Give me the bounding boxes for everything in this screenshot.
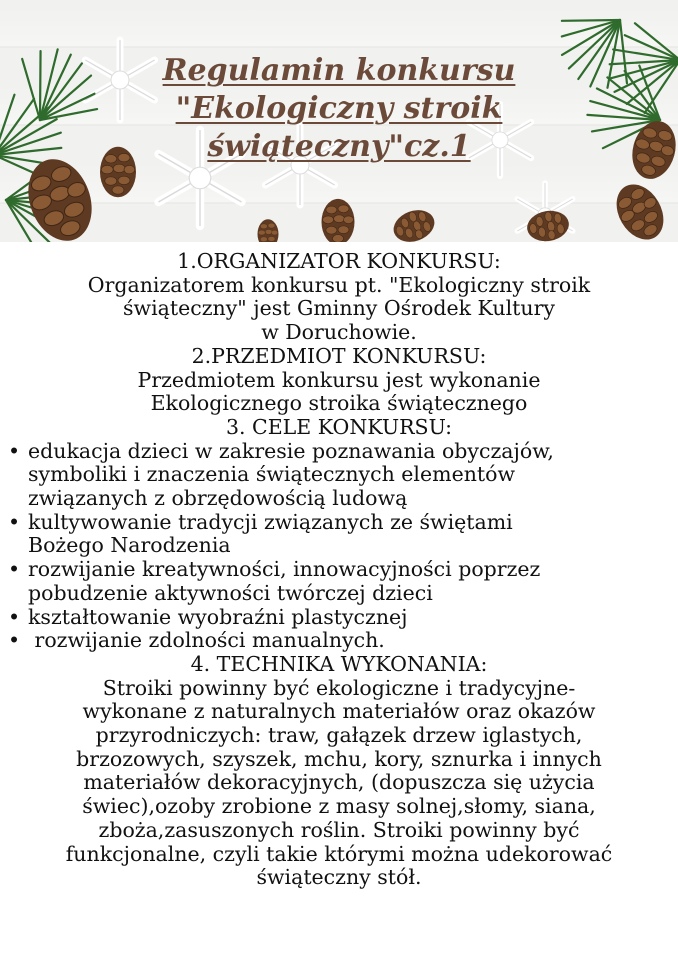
list-item-line: symboliki i znaczenia świątecznych elementów [28,462,516,487]
page-title [100,52,578,166]
section-4-heading: 4. TECHNIKA WYKONANIA: [190,651,488,676]
section-1-line: świąteczny" jest Gminny Ośrodek Kultury [123,296,555,321]
bullet-icon: • [8,604,21,629]
list-item [0,606,678,630]
section-1-line: Organizatorem konkursu pt. "Ekologiczny stroik [87,272,591,297]
section-1-line: w Doruchowie. [261,320,417,345]
list-item-line: kultywowanie tradycji związanych ze świętami [28,509,513,534]
list-item-line: rozwijanie zdolności manualnych. [28,628,385,653]
section-4-line: Stroiki powinny być ekologiczne i tradycyjne- [102,675,576,700]
section-3-heading: 3. CELE KONKURSU: [225,414,453,439]
list-item-line: Bożego Narodzenia [28,533,231,558]
list-item-line: kształtowanie wyobraźni plastycznej [28,604,408,629]
list-item [0,629,678,653]
title-line-3: świąteczny"cz.1 [207,129,471,164]
regulations-content [0,250,678,890]
list-item-line: edukacja dzieci w zakresie poznawania obyczajów, [28,438,554,463]
section-4-line: brzozowych, szyszek, mchu, kory, sznurka i innych [76,746,602,771]
section-1-heading: 1.ORGANIZATOR KONKURSU: [177,249,501,273]
bullet-icon: • [8,628,21,653]
title-line-1: Regulamin konkursu [162,53,516,88]
section-4-line: materiałów dekoracyjnych, (dopuszcza się użycia [83,770,595,795]
header-banner [0,0,678,242]
section-4-line: świec),ozoby zrobione z masy solnej,słomy, siana, [82,794,596,819]
section-2-line: Ekologicznego stroika świątecznego [150,391,528,416]
bullet-icon: • [8,509,21,534]
section-4-line: wykonane z naturalnych materiałów oraz okazów [82,699,596,724]
section-2-line: Przedmiotem konkursu jest wykonanie [137,367,541,392]
section-2-heading: 2.PRZEDMIOT KONKURSU: [191,343,487,368]
list-item-line: związanych z obrzędowością ludową [28,486,408,511]
section-4-line: funkcjonalne, czyli takie którymi można udekorować [65,841,613,866]
bullet-icon: • [8,557,21,582]
list-item-line: pobudzenie aktywności twórczej dzieci [28,580,433,605]
section-4-line: przyrodniczych: traw, gałązek drzew iglastych, [95,723,583,748]
list-item [0,511,678,558]
bullet-icon: • [8,438,21,463]
section-4-line: świąteczny stół. [256,865,422,890]
section-4-line: zboża,zasuszonych roślin. Stroiki powinny być [98,817,580,842]
list-item-line: rozwijanie kreatywności, innowacyjności poprzez [28,557,541,582]
title-line-2: "Ekologiczny stroik [175,91,503,126]
list-item [0,558,678,605]
list-item [0,440,678,511]
